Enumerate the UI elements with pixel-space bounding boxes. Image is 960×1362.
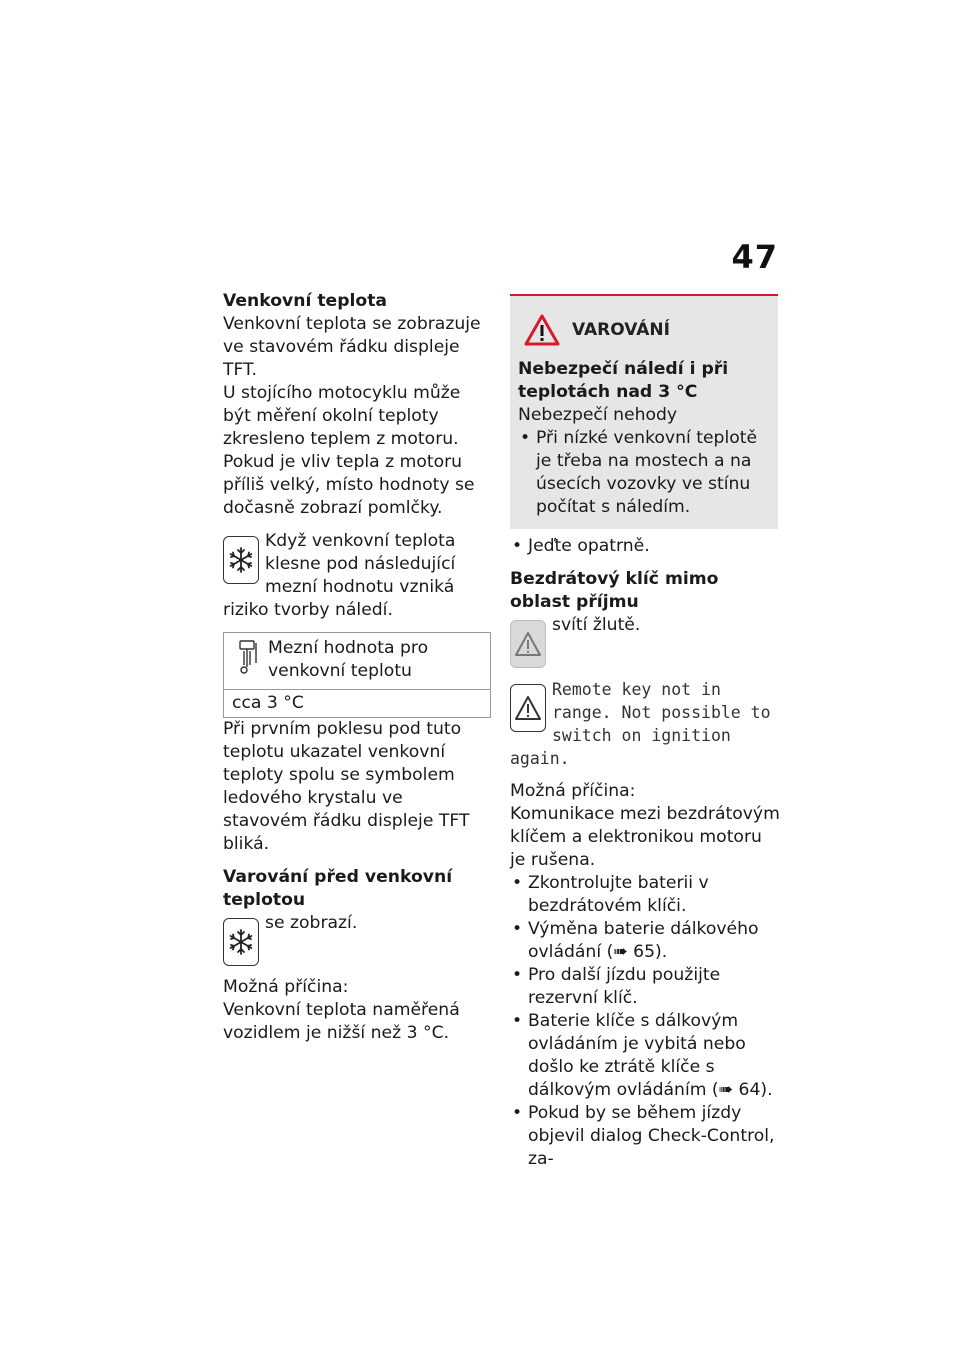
warning-box-bullet: • Při nízké venkovní teplotě je třeba na mostech a na úsecích vozovky ve stínu počítat s náledím. bbox=[518, 427, 770, 519]
warning-triangle-icon bbox=[510, 684, 546, 732]
key-cause-text: Komunikace mezi bezdrátovým klíčem a elektronikou motoru je rušena. bbox=[510, 804, 780, 870]
thermometer-icon bbox=[232, 637, 262, 677]
threshold-table-header-text: Mezní hodnota pro venkovní teplotu bbox=[268, 638, 429, 681]
threshold-table bbox=[223, 632, 491, 718]
temp-warning-shown-text: se zobrazí. bbox=[265, 913, 358, 933]
careful-bullet: • Jeďte opatrně. bbox=[510, 535, 780, 558]
key-bullet-3: • Pro další jízdu použijte rezervní klíč. bbox=[510, 964, 780, 1010]
key-bullet-2: • Výměna baterie dálkového ovládání (➠ 65). bbox=[510, 918, 780, 964]
key-bullet-4: • Baterie klíče s dálkovým ovládáním je vybitá nebo došlo ke ztrátě klíče s dálkovým ovládáním (➠ 64). bbox=[510, 1010, 780, 1102]
page-number: 47 bbox=[731, 238, 778, 276]
warning-box-label: VAROVÁNÍ bbox=[572, 319, 670, 340]
threshold-table-value: cca 3 °C bbox=[232, 693, 304, 713]
warning-box-header bbox=[524, 314, 770, 346]
temp-warning-cause-label: Možná příčina: bbox=[223, 977, 349, 997]
key-bullet-1: • Zkontrolujte baterii v bezdrátovém klíči. bbox=[510, 872, 780, 918]
warning-box-subtitle: Nebezpečí nehody bbox=[518, 405, 678, 425]
temp-warning-cause-text: Venkovní teplota naměřená vozidlem je nižší než 3 °C. bbox=[223, 1000, 460, 1043]
section-heading-key: Bezdrátový klíč mimo oblast příjmu bbox=[510, 569, 719, 612]
ice-note-text: Když venkovní teplota klesne pod následující mezní hodnotu vzniká riziko tvorby náledí. bbox=[223, 531, 456, 620]
section-heading-temp-warning: Varování před venkovní teplotou bbox=[223, 867, 453, 910]
ice-note bbox=[223, 530, 491, 622]
warning-box-title: Nebezpečí náledí i při teplotách nad 3 °C bbox=[518, 359, 729, 402]
temp-warning-shown bbox=[223, 912, 491, 966]
key-message bbox=[510, 678, 780, 770]
warning-triangle-icon bbox=[510, 620, 546, 668]
outside-temp-paragraph-1: Venkovní teplota se zobrazuje ve stavovém řádku displeje TFT. bbox=[223, 314, 481, 380]
right-column bbox=[510, 290, 780, 1171]
key-cause-label: Možná příčina: bbox=[510, 781, 636, 801]
key-shown-text: svítí žlutě. bbox=[552, 615, 641, 635]
left-column bbox=[223, 290, 491, 1045]
snowflake-icon bbox=[223, 918, 259, 966]
warning-box bbox=[510, 294, 778, 529]
snowflake-icon bbox=[223, 536, 259, 584]
key-bullet-5: • Pokud by se během jízdy objevil dialog Check-Control, za- bbox=[510, 1102, 780, 1171]
key-message-text: Remote key not in range. Not possible to switch on ignition again. bbox=[510, 680, 771, 768]
threshold-table-header bbox=[224, 633, 490, 690]
blink-text: Při prvním poklesu pod tuto teplotu ukazatel venkovní teploty spolu se symbolem ledového krystalu ve stavovém řádku displeje TFT bliká. bbox=[223, 719, 470, 854]
section-heading-outside-temp: Venkovní teplota bbox=[223, 291, 388, 311]
key-shown bbox=[510, 614, 780, 668]
outside-temp-paragraph-2: U stojícího motocyklu může být měření okolní teploty zkresleno teplem z motoru. Pokud je vliv tepla z motoru příliš velký, místo hodnoty se dočasně zobrazí pomlčky. bbox=[223, 383, 475, 518]
warning-triangle-icon bbox=[524, 314, 560, 346]
